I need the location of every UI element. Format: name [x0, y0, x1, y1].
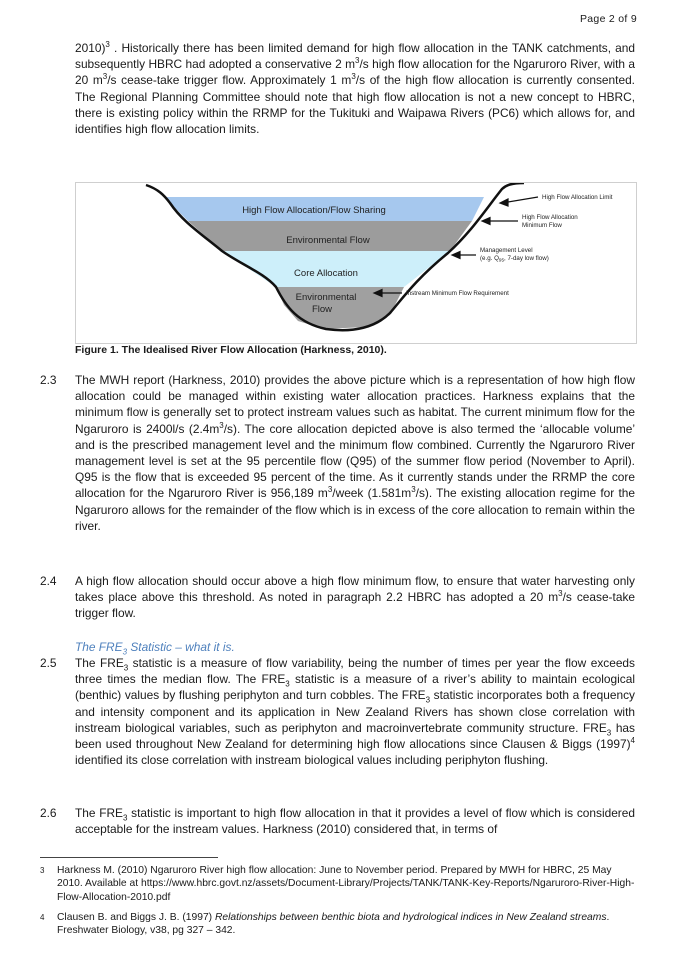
label-management-1: Management Level [480, 247, 533, 254]
paragraph-2-3: The MWH report (Harkness, 2010) provides the above picture which is a representation of how high flow allocation could be managed within existing water allocation practices. Harkness explains that the minimum flow is generally set to protect instream values such as habitat. The current minimum flow for the Ngaruroro is 2400l/s $(2.4m^3/s)$. The core allocation depicted above is also termed the ‘allocable volume’ and is the prescribed management level and the minimum flow combined. Currently the Ngaruroro River management level is set at the 95 percentile flow (Q95) of the summer flow period (November to April). Q95 is the flow that is exceeded 95 percent of the time. As it currently stands under the RRMP the core allocation for the Ngaruroro River is 956,189 $m^3$/week $(1.581m^3/s)$. The existing allocation regime for the Ngaruroro allows for the remainder of the flow which is in excess of the core allocation to remain within the river. [75, 373, 635, 533]
label-high-flow-band: High Flow Allocation/Flow Sharing [242, 205, 386, 216]
arrow-limit [500, 199, 508, 206]
label-limit: High Flow Allocation Limit [542, 194, 613, 201]
label-env-flow-band: Environmental Flow [286, 235, 370, 246]
page-number: Page 2 of 9 [579, 13, 637, 25]
river-cross-section-diagram [76, 183, 636, 343]
section-heading-fre3: The $FRE_3$ Statistic – what it is. [75, 640, 235, 657]
paragraph-2-6: The $FRE_3$ statistic is important to high flow allocation in that it provides a level of flow which is considered acceptable for the instream values. Harkness (2010) considered that, in terms of [75, 806, 635, 837]
footnote-3: Harkness M. (2010) Ngaruroro River high flow allocation: June to November period. Prepared by MWH for HBRC, 25 May 2010. Available at https://www.hbrc.govt.nz/assets/Document-Library/Projects/TANK/TANK-Key-Reports/Ngaruroro-River-High-Flow-Allocation-2010.pdf [57, 865, 635, 903]
label-minimum-2: Minimum Flow [522, 222, 562, 229]
footnote-divider [40, 857, 218, 858]
footnote-4: Clausen B. and Biggs J. B. (1997) Relationships between benthic biota and hydrological indices in New Zealand streams. Freshwater Biology, v38, pg 327 – 342. [57, 912, 610, 937]
arrow-management [452, 252, 460, 259]
para-number-2-4: 2.4 [40, 574, 57, 588]
label-minimum-1: High Flow Allocation [522, 214, 578, 221]
label-core-band: Core Allocation [294, 268, 358, 279]
label-env-lower-band-2: Flow [311, 304, 333, 315]
figure-caption: Figure 1. The Idealised River Flow Allocation (Harkness, 2010). [75, 344, 387, 356]
label-management-2: (e.g. $Q_{95}$, 7-day low flow) [480, 255, 549, 263]
paragraph-intro: 2010)$^3$ . Historically there has been limited demand for high flow allocation in the TANK catchments, and subsequently HBRC had adopted a conservative 2 $m^3/s$ high flow allocation for the Ngaruroro River, with a 20 $m^3/s$ cease-take trigger flow. Approximately 1 $m^3/s$ of the high flow allocation is currently consented. The Regional Planning Committee should note that high flow allocation is not a new concept to HBRC, there is existing policy within the RRMP for the Tukituki and Waipawa Rivers (PC6) which allows for, and identifies high flow allocation limits. [75, 40, 636, 137]
figure-river-flow-allocation [75, 182, 637, 344]
para-number-2-3: 2.3 [40, 373, 57, 387]
paragraph-2-5: The $FRE_3$ statistic is a measure of flow variability, being the number of times per year the flow exceeds three times the median flow. The $FRE_3$ statistic is a measure of a river’s ability to maintain ecological (benthic) values by flushing periphyton and turn cobbles. The $FRE_3$ statistic incorporates both a frequency and intensity component and its application in New Zealand Rivers has shown close correlation with instream biological variables, such as periphyton and macroinvertebrate community structure. $FRE_3$ has been used throughout New Zealand for determining high flow allocations since Clausen & Biggs $(1997)^4$ identified its close correlation with instream biological values including periphyton flushing. [75, 656, 635, 768]
label-instream: Instream Minimum Flow Requirement [406, 290, 509, 297]
arrow-minimum [482, 218, 490, 225]
footnote-3-number: 3 [40, 866, 45, 875]
para-number-2-6: 2.6 [40, 806, 57, 820]
para-number-2-5: 2.5 [40, 656, 57, 670]
label-env-lower-band-1: Environmental [295, 292, 357, 303]
paragraph-2-4: A high flow allocation should occur above a high flow minimum flow, to ensure that water harvesting only takes place above this threshold. As noted in paragraph 2.2 HBRC has adopted a 20 $m^3/s$ cease-take trigger flow. [75, 574, 635, 621]
footnote-4-number: 4 [40, 913, 45, 922]
